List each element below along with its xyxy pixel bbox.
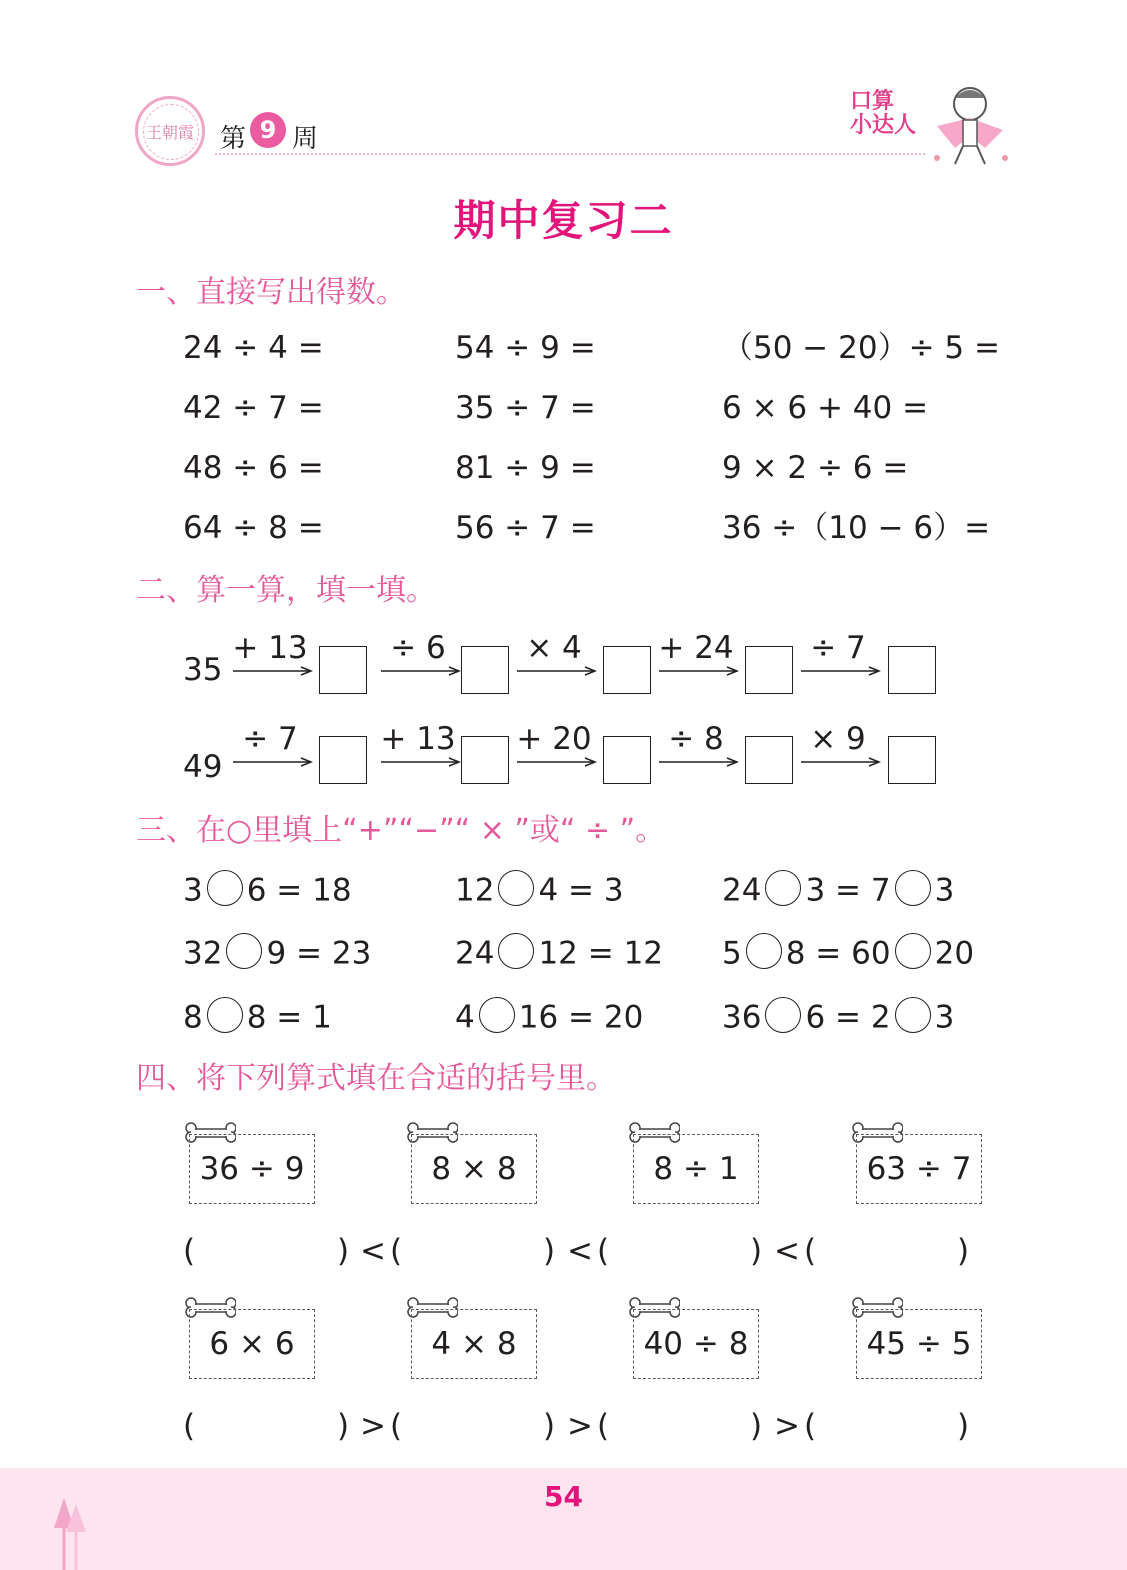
section4-heading: 四、将下列算式填在合适的括号里。 — [136, 1061, 616, 1096]
open-bracket: ( — [804, 1233, 817, 1269]
answer-blank[interactable] — [205, 1405, 329, 1449]
equation-term: 9 = 23 — [266, 935, 372, 972]
chain-operation-label: × 9 — [810, 721, 866, 757]
expression-card[interactable]: 8 ÷ 1 — [633, 1134, 759, 1204]
chain-start-number: 35 — [183, 652, 223, 688]
equation-term: 4 = 3 — [538, 872, 624, 909]
header-divider — [215, 153, 925, 155]
equation-term: 6 = 2 — [805, 999, 891, 1036]
expression-card[interactable]: 45 ÷ 5 — [856, 1309, 982, 1379]
answer-box[interactable] — [603, 736, 651, 784]
answer-box[interactable] — [319, 646, 367, 694]
answer-box[interactable] — [745, 646, 793, 694]
page-number: 54 — [544, 1480, 583, 1513]
math-problem: 24 ÷ 4 = — [183, 330, 324, 366]
open-bracket: ( — [597, 1233, 610, 1269]
equation-term: 24 — [722, 872, 762, 909]
operator-circle[interactable] — [479, 997, 515, 1033]
operator-circle[interactable] — [895, 997, 931, 1033]
equation-term: 12 — [455, 872, 495, 909]
comparison-sign: < — [567, 1233, 593, 1269]
answer-box[interactable] — [888, 646, 936, 694]
operator-equation — [455, 874, 624, 910]
chain-operation-label: + 20 — [516, 721, 592, 757]
operator-equation — [455, 1001, 643, 1037]
math-problem: 9 × 2 ÷ 6 = — [722, 450, 909, 486]
arrow-right-icon — [801, 756, 881, 768]
open-bracket: ( — [804, 1408, 817, 1444]
operator-equation — [722, 874, 954, 910]
equation-term: 3 — [183, 872, 203, 909]
chain-operation-label: + 13 — [232, 630, 308, 666]
expression-card[interactable]: 63 ÷ 7 — [856, 1134, 982, 1204]
page-title: 期中复习二 — [453, 196, 674, 245]
close-bracket: ) — [750, 1233, 763, 1269]
logo-text: 王朝霞 — [145, 122, 194, 142]
brand-badge-line1: 口算 — [850, 89, 895, 114]
chain-operation-label: × 4 — [526, 630, 582, 666]
close-bracket: ) — [543, 1408, 556, 1444]
answer-box[interactable] — [319, 736, 367, 784]
operator-circle[interactable] — [207, 870, 243, 906]
comparison-sign: > — [360, 1408, 386, 1444]
arrow-right-icon — [381, 665, 461, 677]
math-problem: 48 ÷ 6 = — [183, 450, 324, 486]
operator-circle[interactable] — [207, 997, 243, 1033]
answer-blank[interactable] — [412, 1405, 535, 1449]
close-bracket: ) — [337, 1408, 350, 1444]
equation-term: 8 — [183, 999, 203, 1036]
operator-equation — [183, 874, 352, 910]
operator-circle[interactable] — [765, 870, 801, 906]
operator-circle[interactable] — [895, 933, 931, 969]
section1-heading: 一、直接写出得数。 — [136, 275, 406, 310]
math-problem: （50 − 20）÷ 5 = — [722, 330, 1000, 366]
equation-term: 8 = 1 — [246, 999, 332, 1036]
equation-term: 24 — [455, 935, 495, 972]
chain-start-number: 49 — [183, 749, 223, 785]
math-problem: 6 × 6 + 40 = — [722, 390, 929, 426]
chain-operation-label: + 24 — [658, 630, 734, 666]
arrow-right-icon — [381, 756, 461, 768]
mascot-icon — [925, 78, 1015, 168]
expression-card[interactable]: 36 ÷ 9 — [189, 1134, 315, 1204]
math-problem: 54 ÷ 9 = — [455, 330, 596, 366]
comparison-sign: > — [774, 1408, 800, 1444]
math-problem: 42 ÷ 7 = — [183, 390, 324, 426]
comparison-sign: < — [360, 1233, 386, 1269]
open-bracket: ( — [597, 1408, 610, 1444]
answer-box[interactable] — [745, 736, 793, 784]
week-suffix: 周 — [292, 124, 319, 154]
close-bracket: ) — [750, 1408, 763, 1444]
arrow-right-icon — [517, 756, 597, 768]
answer-blank[interactable] — [619, 1230, 742, 1274]
math-problem: 35 ÷ 7 = — [455, 390, 596, 426]
expression-card[interactable]: 6 × 6 — [189, 1309, 315, 1379]
answer-box[interactable] — [461, 646, 509, 694]
section3-heading: 三、在○里填上“+”“−”“ × ”或“ ÷ ”。 — [136, 813, 666, 848]
chain-operation-label: ÷ 8 — [668, 721, 724, 757]
open-bracket: ( — [390, 1408, 403, 1444]
operator-circle[interactable] — [746, 933, 782, 969]
operator-circle[interactable] — [498, 933, 534, 969]
comparison-sign: > — [567, 1408, 593, 1444]
open-bracket: ( — [183, 1233, 196, 1269]
equation-term: 3 — [934, 872, 955, 909]
equation-term: 4 — [455, 999, 475, 1036]
answer-box[interactable] — [603, 646, 651, 694]
arrow-right-icon — [659, 756, 739, 768]
open-bracket: ( — [390, 1233, 403, 1269]
arrow-right-icon — [233, 756, 313, 768]
answer-box[interactable] — [461, 736, 509, 784]
operator-equation — [722, 1001, 954, 1037]
answer-blank[interactable] — [826, 1230, 949, 1274]
answer-blank[interactable] — [412, 1230, 535, 1274]
chain-operation-label: ÷ 7 — [242, 721, 298, 757]
arrow-right-icon — [801, 665, 881, 677]
operator-circle[interactable] — [498, 870, 534, 906]
equation-term: 32 — [183, 935, 223, 972]
operator-equation — [722, 937, 974, 973]
answer-blank[interactable] — [205, 1230, 329, 1274]
equation-term: 36 — [722, 999, 762, 1036]
math-problem: 36 ÷（10 − 6）= — [722, 510, 991, 546]
equation-term: 8 = 60 — [785, 935, 891, 972]
arrow-right-icon — [517, 665, 597, 677]
operator-equation — [183, 1001, 332, 1037]
equation-term: 3 — [934, 999, 955, 1036]
answer-blank[interactable] — [619, 1405, 742, 1449]
operator-circle[interactable] — [895, 870, 931, 906]
brand-badge-line2: 小达人 — [850, 113, 917, 138]
arrow-right-icon — [233, 665, 313, 677]
operator-equation — [455, 937, 663, 973]
close-bracket: ) — [957, 1408, 970, 1444]
expression-card[interactable]: 4 × 8 — [411, 1309, 537, 1379]
equation-term: 16 = 20 — [518, 999, 644, 1036]
equation-term: 3 = 7 — [805, 872, 891, 909]
operator-circle[interactable] — [765, 997, 801, 1033]
brand-badge — [850, 90, 922, 146]
open-bracket: ( — [183, 1408, 196, 1444]
close-bracket: ) — [543, 1233, 556, 1269]
close-bracket: ) — [337, 1233, 350, 1269]
answer-box[interactable] — [888, 736, 936, 784]
section2-heading: 二、算一算，填一填。 — [136, 573, 436, 608]
week-number-badge: 9 — [250, 112, 286, 148]
comparison-sign: < — [774, 1233, 800, 1269]
math-problem: 81 ÷ 9 = — [455, 450, 596, 486]
math-problem: 64 ÷ 8 = — [183, 510, 324, 546]
week-prefix: 第 — [220, 124, 247, 154]
chain-operation-label: ÷ 7 — [810, 630, 866, 666]
equation-term: 6 = 18 — [246, 872, 352, 909]
chain-operation-label: ÷ 6 — [390, 630, 446, 666]
math-problem: 56 ÷ 7 = — [455, 510, 596, 546]
equation-term: 5 — [722, 935, 742, 972]
expression-card[interactable]: 40 ÷ 8 — [633, 1309, 759, 1379]
expression-card[interactable]: 8 × 8 — [411, 1134, 537, 1204]
close-bracket: ) — [957, 1233, 970, 1269]
chain-operation-label: + 13 — [380, 721, 456, 757]
logo-seal — [135, 96, 205, 166]
arrow-right-icon — [659, 665, 739, 677]
equation-term: 20 — [934, 935, 975, 972]
operator-equation — [183, 937, 371, 973]
operator-circle[interactable] — [226, 933, 262, 969]
equation-term: 12 = 12 — [538, 935, 664, 972]
answer-blank[interactable] — [826, 1405, 949, 1449]
arrow-up-icon — [52, 1498, 92, 1570]
